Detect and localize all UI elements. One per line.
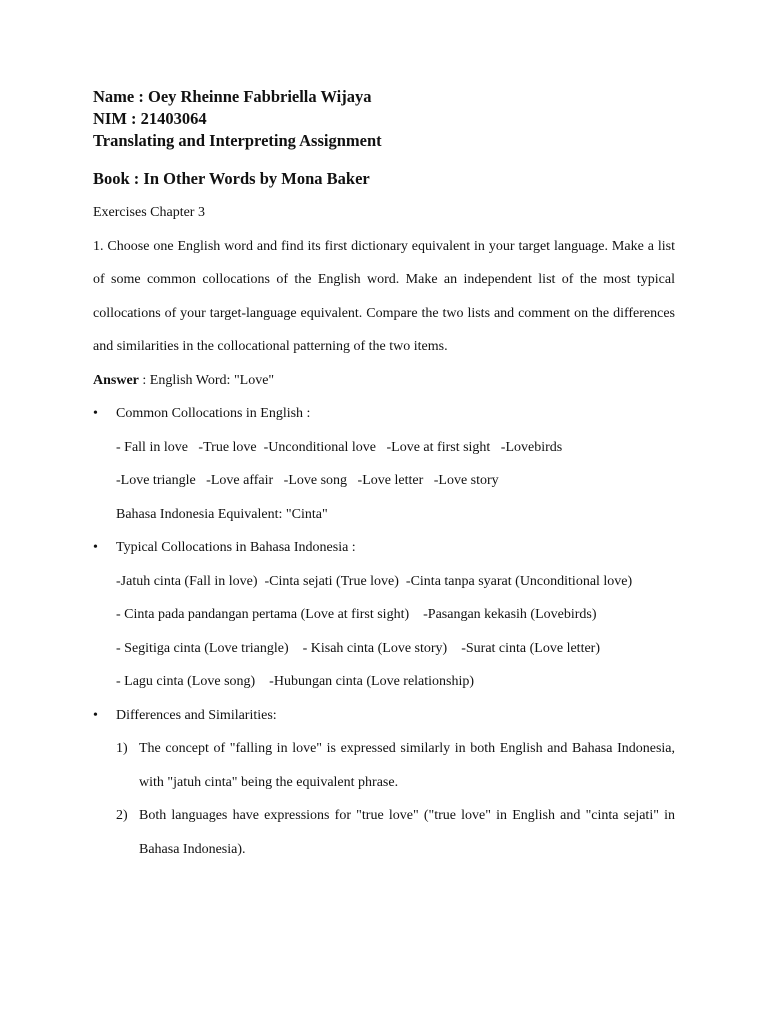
bullet-english-collocations (93, 397, 675, 431)
student-nim: NIM : 21403064 (93, 109, 207, 128)
answer-label: Answer (93, 372, 139, 388)
bullet-title: Typical Collocations in Bahasa Indonesia : (116, 540, 356, 555)
bullet-icon: • (93, 707, 98, 723)
item-text: The concept of "falling in love" is expressed similarly in both English and Bahasa Indonesia, with "jatuh cinta" being the equivalent phrase. (139, 741, 675, 790)
bullet-title: Common Collocations in English : (116, 406, 311, 421)
collocation-line: - Segitiga cinta (Love triangle) - Kisah cinta (Love story) -Surat cinta (Love letter) (116, 640, 600, 656)
numbered-item (93, 732, 675, 799)
answer-text: : English Word: "Love" (138, 372, 275, 388)
numbered-item (93, 799, 675, 866)
item-number: 2) (116, 808, 128, 823)
bullet-indonesian-collocations (93, 531, 675, 565)
course-title: Translating and Interpreting Assignment (93, 131, 382, 150)
question-text: 1. Choose one English word and find its first dictionary equivalent in your target language. Make a list of some common collocations of the English word. Make an independent list of the most typical collocations of your target-language equivalent. Compare the two lists and comment on the differences and similarities in the collocational patterning of the two items. (93, 238, 675, 354)
item-text: Both languages have expressions for "true love" ("true love" in English and "cinta sejati" in Bahasa Indonesia). (139, 808, 675, 857)
collocation-line: -Jatuh cinta (Fall in love) -Cinta sejati (True love) -Cinta tanpa syarat (Unconditional love) (116, 573, 633, 589)
book-title: Book : In Other Words by Mona Baker (93, 169, 370, 188)
collocation-line: - Fall in love -True love -Unconditional love -Love at first sight -Lovebirds (116, 439, 563, 455)
exercise-title: Exercises Chapter 3 (93, 205, 205, 220)
equivalent-line: Bahasa Indonesia Equivalent: "Cinta" (116, 506, 328, 522)
bullet-icon: • (93, 406, 98, 421)
bullet-icon: • (93, 540, 98, 555)
bullet-differences (93, 699, 675, 733)
collocation-line: - Cinta pada pandangan pertama (Love at first sight) -Pasangan kekasih (Lovebirds) (116, 607, 597, 622)
collocation-line: - Lagu cinta (Love song) -Hubungan cinta (Love relationship) (116, 674, 475, 689)
item-number: 1) (116, 741, 128, 756)
answer-line (93, 364, 675, 398)
collocation-line: -Love triangle -Love affair -Love song -Love letter -Love story (116, 473, 499, 488)
student-name: Name : Oey Rheinne Fabbriella Wijaya (93, 87, 372, 106)
bullet-title: Differences and Similarities: (116, 707, 277, 723)
document-page (93, 86, 675, 866)
